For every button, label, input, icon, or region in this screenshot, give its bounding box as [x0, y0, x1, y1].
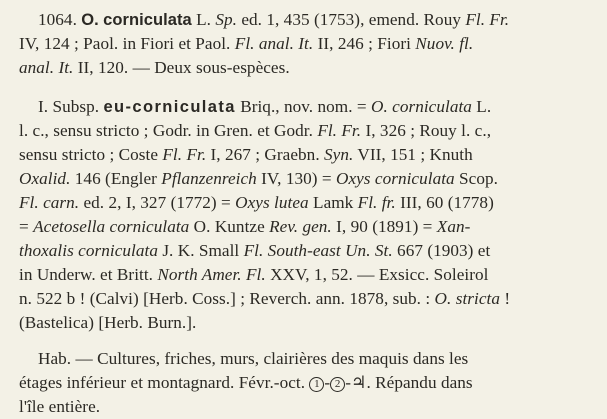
text: 667 (1903) et: [392, 241, 491, 260]
text: I, 326 ; Rouy l. c.,: [361, 121, 492, 140]
genus-abbrev: O.: [81, 11, 99, 29]
taxon: Oxys lutea: [235, 193, 309, 212]
text: O. Kuntze: [189, 217, 270, 236]
ref: Fl. carn.: [19, 193, 80, 212]
text: Lamk: [308, 193, 358, 212]
taxon: Oxys corniculata: [335, 169, 455, 188]
taxon: O. stricta: [434, 289, 500, 308]
subsp-line-8: [19, 263, 488, 287]
subsp-line-1: [38, 95, 491, 119]
species-epithet: corniculata: [103, 11, 192, 29]
entry-line-1: [38, 8, 509, 32]
text: -: [345, 373, 351, 392]
text: sensu stricto ; Coste: [19, 145, 163, 164]
habitat-line-2: [19, 371, 473, 395]
annual-symbol: 1: [309, 377, 324, 392]
ref: Oxalid.: [19, 169, 71, 188]
text: IV, 124 ; Paol. in Fiori et Paol.: [19, 34, 235, 53]
text: =: [19, 217, 34, 236]
text: ed. 1, 435 (1753), emend. Rouy: [236, 10, 466, 29]
taxon: Acetosella corniculata: [33, 217, 190, 236]
text: -: [324, 373, 331, 392]
subsp-line-2: [19, 119, 491, 143]
perennial-icon: ♃: [350, 373, 367, 392]
text: n. 522 b ! (Calvi) [Herb. Coss.] ; Reverch. ann. 1878, sub. :: [19, 289, 435, 308]
text: XXV, 1, 52. — Exsicc. Soleirol: [265, 265, 489, 284]
subsp-line-3: [19, 143, 473, 167]
ref: Nuov. fl.: [415, 34, 474, 53]
subsp-line-4: [19, 167, 498, 191]
text: I, 267 ; Graebn.: [206, 145, 325, 164]
ref: Fl. South-east Un. St.: [243, 241, 393, 260]
ref: North Amer. Fl.: [157, 265, 266, 284]
text: 146 (Engler: [70, 169, 162, 188]
entry-line-3: [19, 56, 290, 80]
text: III, 60 (1778): [395, 193, 494, 212]
text: étages inférieur et montagnard. Févr.-oct.: [19, 373, 310, 392]
ref: Fl. Fr.: [162, 145, 207, 164]
taxon: O. corniculata: [371, 97, 472, 116]
biennial-symbol: 2: [330, 377, 345, 392]
subsp-line-10: (Bastelica) [Herb. Burn.].: [19, 313, 197, 332]
ref: Rev. gen.: [269, 217, 332, 236]
ref: Syn.: [324, 145, 354, 164]
ref: Fl. fr.: [357, 193, 396, 212]
text: VII, 151 ; Knuth: [353, 145, 473, 164]
ref: Fl. anal. It.: [234, 34, 314, 53]
text: . Répandu dans: [366, 373, 473, 392]
subsp-line-5: [19, 191, 494, 215]
entry-line-2: [19, 32, 473, 56]
habitat-line-1: Hab. — Cultures, friches, murs, clairières des maquis dans les: [38, 349, 469, 368]
ref: Fl. Fr.: [465, 10, 510, 29]
text: I, 90 (1891) =: [331, 217, 437, 236]
text: Scop.: [454, 169, 498, 188]
subspecies-name: eu-corniculata: [103, 98, 236, 116]
taxon: Xan-: [436, 217, 471, 236]
text: II, 246 ; Fiori: [313, 34, 416, 53]
subsp-line-6: [19, 215, 470, 239]
text: Briq., nov. nom. =: [235, 97, 371, 116]
ref: Pflanzenreich: [161, 169, 257, 188]
text: ed. 2, I, 327 (1772) =: [79, 193, 236, 212]
text: L.: [191, 10, 216, 29]
text: II, 120. — Deux sous-espèces.: [73, 58, 290, 77]
text: I. Subsp.: [38, 97, 104, 116]
text: J. K. Small: [157, 241, 244, 260]
subsp-line-9: [19, 287, 510, 311]
habitat-line-3: l'île entière.: [19, 397, 101, 416]
ref: Sp.: [215, 10, 237, 29]
entry-number: 1064.: [38, 10, 77, 29]
text: L.: [471, 97, 492, 116]
ref: anal. It.: [19, 58, 74, 77]
ref: Fl. Fr.: [317, 121, 362, 140]
text: l. c., sensu stricto ; Godr. in Gren. et Godr.: [19, 121, 318, 140]
text: in Underw. et Britt.: [19, 265, 158, 284]
text: !: [499, 289, 511, 308]
taxon: thoxalis corniculata: [19, 241, 158, 260]
subsp-line-7: [19, 239, 490, 263]
text: IV, 130) =: [256, 169, 336, 188]
